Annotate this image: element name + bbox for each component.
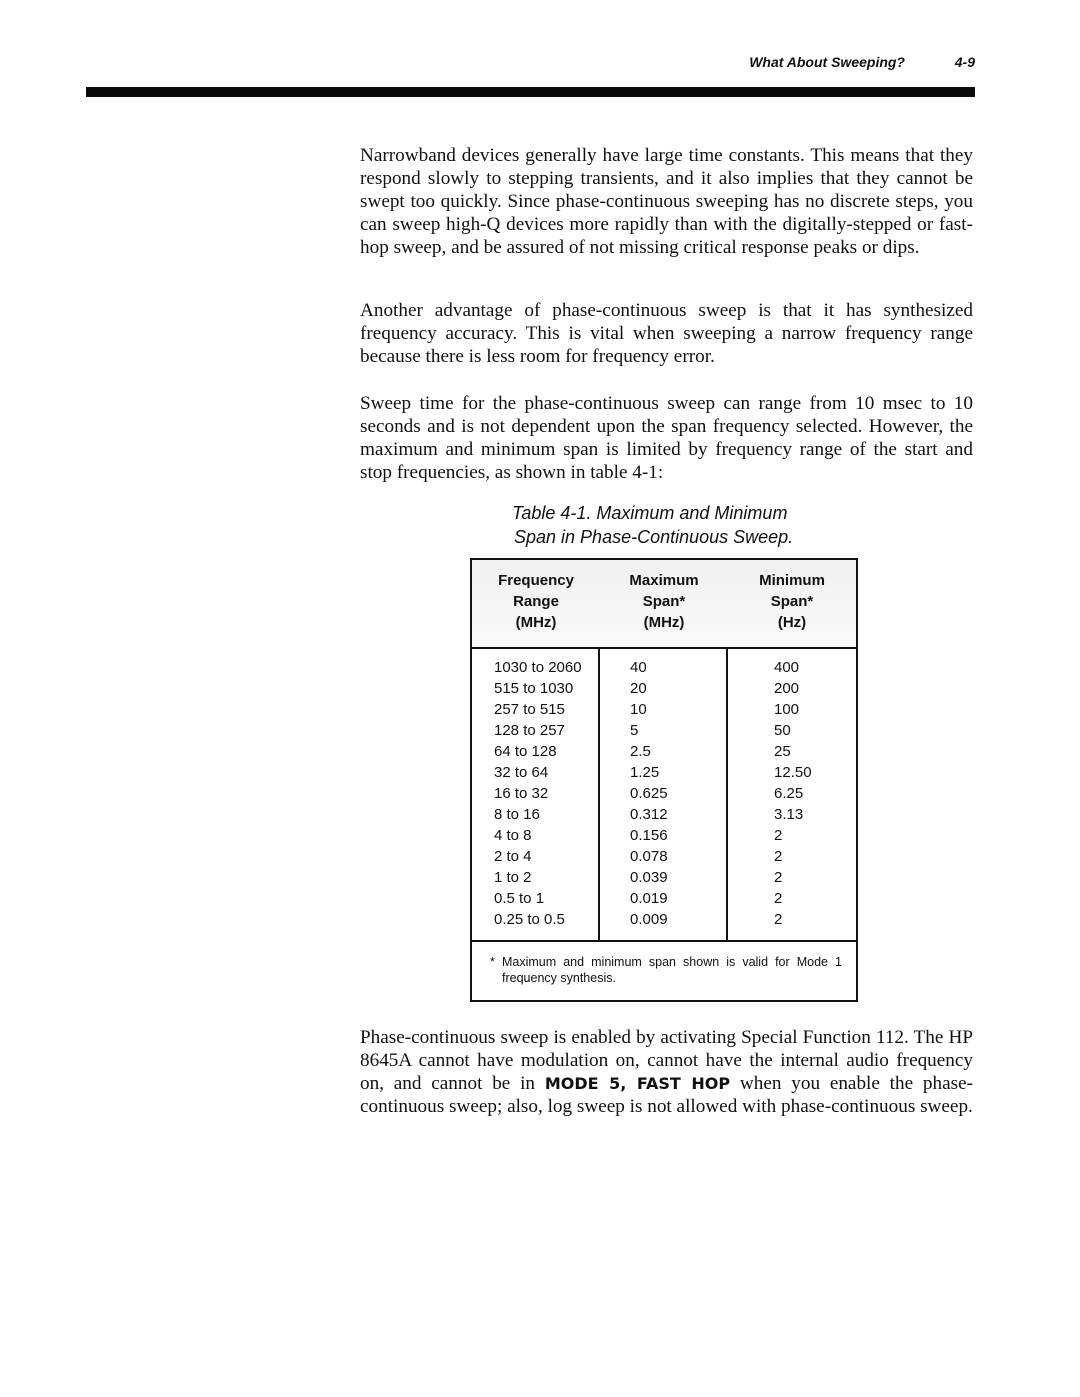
- row-maximum-span: 5: [630, 722, 639, 739]
- row-minimum-span: 2: [774, 869, 783, 886]
- row-minimum-span: 200: [774, 680, 800, 697]
- table-caption-line-1: Table 4-1. Maximum and Minimum: [512, 503, 788, 523]
- table-row: [472, 657, 856, 678]
- row-minimum-span: 12.50: [774, 764, 812, 781]
- table-row: [472, 846, 856, 867]
- row-minimum-span: 3.13: [774, 806, 804, 823]
- paragraph-sweep-time: Sweep time for the phase-continuous sweep can range from 10 msec to 10 seconds and is not dependent upon the span frequency selected. However, the maximum and minimum span is limited by frequency range of the start and stop frequencies, as shown in table 4-1:: [360, 393, 973, 483]
- row-minimum-span: 100: [774, 701, 800, 718]
- row-maximum-span: 0.019: [630, 890, 668, 907]
- header-frequency-range: Frequency Range (MHz): [472, 560, 600, 647]
- table-row: [472, 699, 856, 720]
- header-minimum-span: Minimum Span* (Hz): [728, 560, 856, 647]
- table-row: [472, 741, 856, 762]
- row-maximum-span: 0.078: [630, 848, 668, 865]
- row-maximum-span: 0.009: [630, 911, 668, 928]
- row-frequency-range: 16 to 32: [494, 785, 549, 802]
- footnote-star: *: [490, 955, 495, 969]
- row-maximum-span: 10: [630, 701, 647, 718]
- header-maximum-span: Maximum Span* (MHz): [600, 560, 728, 647]
- row-minimum-span: 50: [774, 722, 791, 739]
- row-maximum-span: 0.156: [630, 827, 668, 844]
- row-minimum-span: 25: [774, 743, 791, 760]
- header-rule: [86, 87, 975, 97]
- row-maximum-span: 0.625: [630, 785, 668, 802]
- table-row: [472, 867, 856, 888]
- table-caption-line-2: Span in Phase-Continuous Sweep.: [514, 527, 794, 547]
- row-maximum-span: 40: [630, 659, 647, 676]
- row-minimum-span: 2: [774, 911, 783, 928]
- page-number: 4-9: [954, 54, 975, 70]
- row-frequency-range: 515 to 1030: [494, 680, 574, 697]
- row-frequency-range: 4 to 8: [494, 827, 532, 844]
- paragraph-advantage: Another advantage of phase-continuous sweep is that it has synthesized frequency accuracy. This is vital when sweeping a narrow frequency range because there is less room for frequency error.: [360, 300, 973, 367]
- row-frequency-range: 8 to 16: [494, 806, 540, 823]
- running-title: What About Sweeping?: [749, 54, 905, 70]
- mode-keyword: MODE 5, FAST HOP: [544, 1074, 731, 1093]
- table-body: [472, 657, 856, 930]
- row-minimum-span: 2: [774, 848, 783, 865]
- table-row: [472, 678, 856, 699]
- row-minimum-span: 400: [774, 659, 800, 676]
- table-caption: [512, 501, 793, 549]
- row-frequency-range: 64 to 128: [494, 743, 557, 760]
- table-row: [472, 825, 856, 846]
- row-frequency-range: 32 to 64: [494, 764, 549, 781]
- table-row: [472, 720, 856, 741]
- row-minimum-span: 6.25: [774, 785, 804, 802]
- table-row: [472, 804, 856, 825]
- paragraph-enable: Phase-continuous sweep is enabled by activating Special Function 112. The HP 8645A cannot have modulation on, cannot have the internal audio frequency on, and cannot be in MODE 5, FAST HOP when you enable the phase-continuous sweep; also, log sweep is not allowed with phase-continuous sweep.: [360, 1027, 973, 1117]
- table-row: [472, 888, 856, 909]
- table-row: [472, 909, 856, 930]
- footnote-text: * Maximum and minimum span shown is valid for Mode 1 frequency synthesis.: [490, 955, 842, 985]
- row-maximum-span: 1.25: [630, 764, 660, 781]
- row-minimum-span: 2: [774, 890, 783, 907]
- row-frequency-range: 1 to 2: [494, 869, 532, 886]
- row-frequency-range: 1030 to 2060: [494, 659, 582, 676]
- row-minimum-span: 2: [774, 827, 783, 844]
- span-table: [470, 558, 858, 1002]
- row-maximum-span: 2.5: [630, 743, 651, 760]
- row-maximum-span: 0.039: [630, 869, 668, 886]
- row-maximum-span: 20: [630, 680, 647, 697]
- row-frequency-range: 257 to 515: [494, 701, 565, 718]
- table-footnote: [472, 940, 856, 1002]
- row-frequency-range: 0.25 to 0.5: [494, 911, 565, 928]
- page-header: [700, 51, 975, 75]
- row-frequency-range: 2 to 4: [494, 848, 532, 865]
- paragraph-narrowband: Narrowband devices generally have large time constants. This means that they respond slowly to stepping transients, and it also implies that they cannot be swept too quickly. Since phase-continuous sweeping has no discrete steps, you can sweep high-Q devices more rapidly than with the digitally-stepped or fast-hop sweep, and be assured of not missing critical response peaks or dips.: [360, 145, 973, 258]
- row-maximum-span: 0.312: [630, 806, 668, 823]
- table-header: [472, 560, 856, 649]
- row-frequency-range: 0.5 to 1: [494, 890, 545, 907]
- table-row: [472, 783, 856, 804]
- row-frequency-range: 128 to 257: [494, 722, 565, 739]
- table-row: [472, 762, 856, 783]
